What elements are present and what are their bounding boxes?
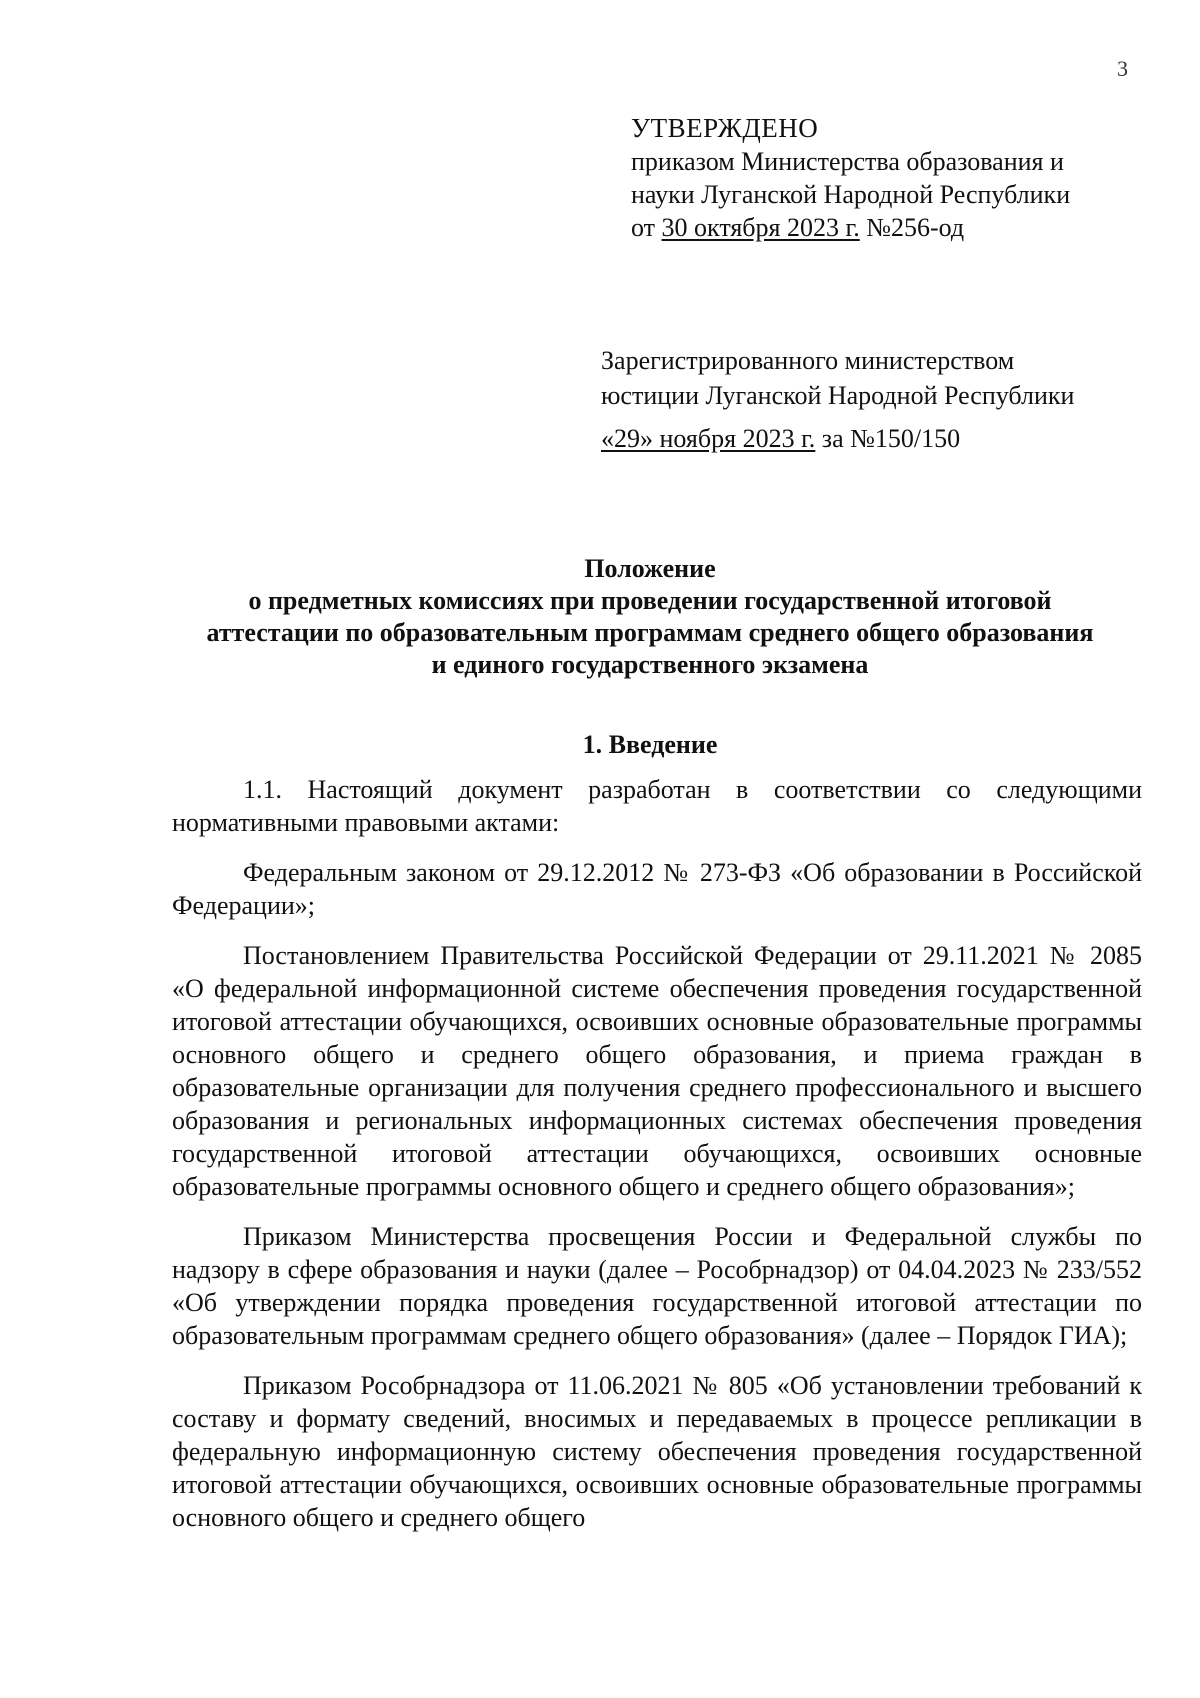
- registration-number: за №150/150: [815, 424, 961, 453]
- paragraph: Приказом Рособрнадзора от 11.06.2021 № 805 «Об установлении требований к составу и формату сведений, вносимых и передаваемых в процессе репликации в федеральную информационную систему обеспечения проведения государственной итоговой аттестации обучающихся, освоивших основные образовательные программы основного общего и среднего общего: [172, 1371, 1142, 1532]
- registration-date: «29» ноября 2023 г.: [601, 424, 816, 453]
- paragraph: 1.1. Настоящий документ разработан в соответствии со следующими нормативными правовыми актами:: [172, 775, 1142, 837]
- paragraph: Приказом Министерства просвещения России и Федеральной службы по надзору в сфере образования и науки (далее – Рособрнадзор) от 04.04.2023 № 233/552 «Об утверждении порядка проведения государственной итоговой аттестации по образовательным программам среднего общего образования» (далее – Порядок ГИА);: [172, 1222, 1142, 1350]
- approval-number: №256-од: [859, 213, 965, 242]
- registration-date-line: [601, 421, 1074, 456]
- approval-date: 30 октября 2023 г.: [661, 213, 860, 242]
- registration-line-2: юстиции Луганской Народной Республики: [601, 381, 1075, 410]
- registration-block: [601, 343, 1074, 456]
- approval-title: УТВЕРЖДЕНО: [631, 113, 819, 143]
- document-title-line-4: и единого государственного экзамена: [431, 650, 869, 679]
- approval-line-2: науки Луганской Народной Республики: [631, 180, 1071, 209]
- approval-date-prefix: от: [631, 213, 662, 242]
- document-title: [160, 553, 1140, 681]
- section-heading: 1. Введение: [582, 730, 718, 759]
- document-title-line-3: аттестации по образовательным программам среднего общего образования: [206, 618, 1094, 647]
- registration-line-1: Зарегистрированного министерством: [601, 346, 1015, 375]
- approval-block: [631, 112, 1070, 244]
- approval-date-line: [631, 211, 1070, 244]
- document-title-line-2: о предметных комиссиях при проведении государственной итоговой: [248, 586, 1052, 615]
- body-text: [172, 773, 1142, 1551]
- paragraph: Постановлением Правительства Российской Федерации от 29.11.2021 № 2085 «О федеральной информационной системе обеспечения проведения государственной итоговой аттестации обучающихся, освоивших основные образовательные программы основного общего и среднего общего образования, и приема граждан в образовательные организации для получения среднего профессионального и высшего образования и региональных информационных системах обеспечения проведения государственной итоговой аттестации обучающихся, освоивших основные образовательные программы основного общего и среднего общего образования»;: [172, 941, 1142, 1201]
- approval-line-1: приказом Министерства образования и: [631, 147, 1064, 176]
- paragraph: Федеральным законом от 29.12.2012 № 273-ФЗ «Об образовании в Российской Федерации»;: [172, 858, 1142, 920]
- page-number: 3: [1117, 56, 1128, 81]
- document-title-line-1: Положение: [584, 554, 716, 583]
